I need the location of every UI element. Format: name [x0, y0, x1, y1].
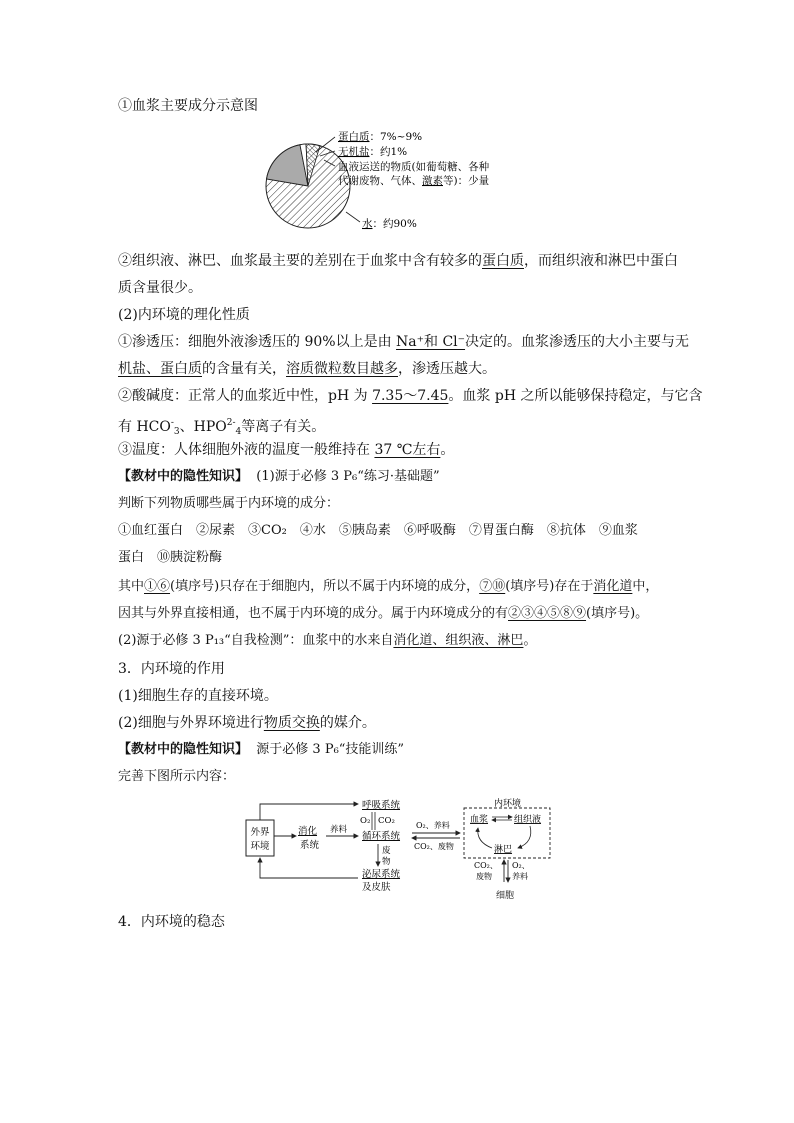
cell-out-label-2: 废物 [476, 872, 492, 881]
hidden-knowledge-1-heading: 【教材中的隐性知识】 (1)源于必修 3 P₆“练习·基础题” [118, 469, 440, 484]
role-item-1: (1)细胞生存的直接环境。 [118, 688, 278, 704]
waste-label-2: 物 [382, 857, 391, 867]
plasma-composition-pie-figure [258, 124, 548, 236]
paragraph-temperature: ③温度：人体细胞外液的温度一般维持在 37 ℃左右。 [118, 442, 455, 458]
circulatory-system-label: 循环系统 [362, 831, 401, 842]
pie-label-water: 水：约90% [362, 218, 417, 230]
digestive-system-label-1: 消化 [298, 826, 318, 837]
cell-label: 细胞 [496, 891, 515, 901]
paragraph-plasma-difference-2: 质含量很少。 [118, 280, 202, 296]
digestive-system-label-2: 系统 [300, 840, 320, 851]
outer-environment-label-2: 环境 [250, 841, 270, 852]
plasma-label: 血浆 [470, 815, 489, 825]
outer-environment-label-1: 外界 [250, 827, 270, 838]
nutrients-label: 养料 [330, 825, 348, 835]
cell-out-label-1: CO₂、 [474, 861, 498, 870]
cell-in-label-2: 养料 [512, 872, 528, 881]
internal-environment-exchange-diagram [238, 796, 568, 904]
paragraph-osmotic-1: ①渗透压：细胞外液渗透压的 90%以上是由 Na⁺和 Cl⁻决定的。血浆渗透压的大小主要与无 [118, 334, 690, 350]
paragraph-ph-1: ②酸碱度：正常人的血浆近中性，pH 为 7.35～7.45。血浆 pH 之所以能够保持稳定，与它含 [118, 388, 703, 404]
section-title-plasma-components: ①血浆主要成分示意图 [118, 98, 258, 114]
waste-label-1: 废 [382, 846, 391, 856]
tissue-fluid-label: 组织液 [514, 815, 542, 825]
answer-line-2: 因其与外界直接相通，也不属于内环境的成分。属于内环境成分的有②③④⑤⑧⑨(填序号)。 [118, 606, 649, 621]
hidden-knowledge-2-heading: 【教材中的隐性知识】 源于必修 3 P₆“技能训练” [118, 742, 405, 757]
heading-homeostasis: 4．内环境的稳态 [118, 914, 225, 930]
urinary-system-label-1: 泌尿系统 [362, 869, 401, 880]
answer-line-3: (2)源于必修 3 P₁₃“自我检测”：血浆中的水来自消化道、组织液、淋巴。 [118, 633, 537, 648]
exchange-bottom-label: CO₂、废物 [414, 842, 454, 851]
pie-label-protein: 蛋白质：7%~9% [338, 131, 423, 143]
co2-label: CO₂ [378, 816, 395, 826]
heading-physicochemical: (2)内环境的理化性质 [118, 307, 250, 323]
substance-list-line-2: 蛋白 ⑩胰淀粉酶 [118, 550, 223, 565]
paragraph-plasma-difference-1: ②组织液、淋巴、血浆最主要的差别在于血浆中含有较多的蛋白质，而组织液和淋巴中蛋白 [118, 253, 678, 269]
exchange-top-label: O₂、养料 [416, 821, 450, 830]
pie-label-transported-1: 血液运送的物质(如葡萄糖、各种 [338, 161, 490, 173]
pie-label-salt: 无机盐：约1% [338, 146, 408, 158]
urinary-system-label-2: 及皮肤 [362, 882, 391, 893]
role-item-2: (2)细胞与外界环境进行物质交换的媒介。 [118, 715, 376, 731]
inner-environment-title: 内环境 [494, 799, 522, 809]
cell-in-label-1: O₂、 [512, 861, 530, 870]
answer-line-1: 其中①⑥(填序号)只存在于细胞内，所以不属于内环境的成分，⑦⑩(填序号)存在于消化道中， [118, 579, 659, 594]
lymph-label: 淋巴 [494, 845, 513, 855]
pie-label-transported-2: 代谢废物、气体、激素等)：少量 [338, 175, 490, 187]
substance-list-line-1: ①血红蛋白 ②尿素 ③CO₂ ④水 ⑤胰岛素 ⑥呼吸酶 ⑦胃蛋白酶 ⑧抗体 ⑨血浆 [118, 523, 638, 538]
paragraph-ph-2: 有 $HCO^-_3$、$HPO^{2-}_4$等离子有关。 [118, 418, 326, 437]
o2-label: O₂ [360, 816, 371, 826]
heading-role-of-internal-environment: 3．内环境的作用 [118, 661, 225, 677]
hidden-knowledge-2-question: 完善下图所示内容： [118, 769, 236, 784]
paragraph-osmotic-2: 机盐、蛋白质的含量有关，溶质微粒数目越多，渗透压越大。 [118, 361, 496, 377]
respiratory-system-label: 呼吸系统 [362, 800, 401, 811]
hidden-knowledge-1-question: 判断下列物质哪些属于内环境的成分： [118, 496, 340, 511]
